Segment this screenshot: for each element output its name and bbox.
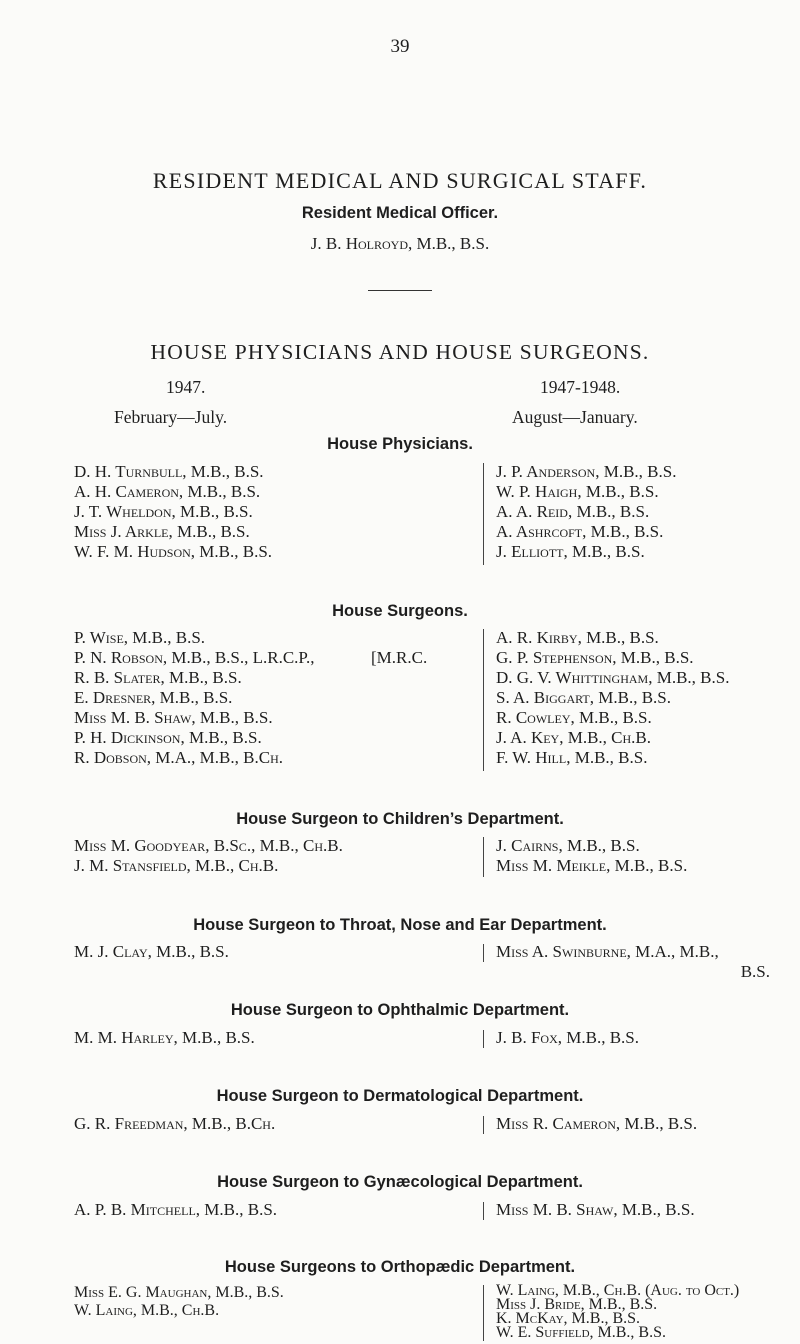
orthopaedic-right: [496, 1284, 739, 1340]
gynaecological-heading: House Surgeon to Gynæcological Department.: [217, 1173, 583, 1191]
house-physicians-right: [496, 462, 676, 562]
list-item: S. A. Biggart, M.B., B.S.: [496, 688, 671, 707]
ophthalmic-heading: House Surgeon to Ophthalmic Department.: [230, 1001, 570, 1019]
children-left: [74, 836, 343, 876]
list-item: D. G. V. Whittingham, M.B., B.S.: [496, 668, 730, 687]
column-divider: [483, 463, 484, 565]
column-divider: [483, 629, 484, 771]
house-surgeons-right: [496, 628, 729, 768]
list-item: W. P. Haigh, M.B., B.S.: [496, 482, 659, 501]
list-item: B.S.: [740, 962, 770, 981]
list-item: F. W. Hill, M.B., B.S.: [496, 748, 648, 767]
column-divider: [483, 1116, 484, 1134]
list-item: Miss A. Swinburne, M.A., M.B.,: [496, 942, 719, 961]
list-item: Miss J. Bride, M.B., B.S.: [496, 1296, 658, 1313]
list-item: D. H. Turnbull, M.B., B.S.: [74, 462, 264, 481]
column-divider: [483, 1030, 484, 1048]
list-item: J. T. Wheldon, M.B., B.S.: [74, 502, 253, 521]
children-right: [496, 836, 687, 876]
continuation-text: [M.R.C.: [371, 648, 428, 667]
list-item: Miss M. B. Shaw, M.B., B.S.: [74, 708, 273, 727]
list-item: Miss M. Meikle, M.B., B.S.: [496, 856, 688, 875]
list-item: J. P. Anderson, M.B., B.S.: [496, 462, 677, 481]
list-item: G. R. Freedman, M.B., B.Ch.: [74, 1114, 276, 1133]
list-item: K. McKay, M.B., B.S.: [496, 1310, 641, 1327]
dermatological-right: [496, 1114, 697, 1134]
list-item: J. B. Fox, M.B., B.S.: [496, 1028, 639, 1047]
list-item: A. P. B. Mitchell, M.B., B.S.: [74, 1200, 278, 1219]
list-item: R. Cowley, M.B., B.S.: [496, 708, 652, 727]
left-year: 1947.: [166, 377, 206, 397]
children-heading: House Surgeon to Children’s Department.: [236, 810, 564, 828]
right-period: August—January.: [512, 407, 638, 427]
section-divider: [368, 290, 432, 291]
list-item: W. Laing, M.B., Ch.B.: [74, 1302, 220, 1319]
rmo-name: J. B. Holroyd, M.B., B.S.: [310, 234, 490, 253]
house-physicians-left: [74, 462, 272, 562]
column-divider: [483, 944, 484, 962]
list-item: A. Ashrcoft, M.B., B.S.: [496, 522, 664, 541]
orthopaedic-heading: House Surgeons to Orthopædic Department.: [224, 1258, 576, 1276]
list-item: Miss R. Cameron, M.B., B.S.: [496, 1114, 698, 1133]
list-item: G. P. Stephenson, M.B., B.S.: [496, 648, 694, 667]
house-physicians-heading: House Physicians.: [327, 435, 473, 453]
list-item: W. F. M. Hudson, M.B., B.S.: [74, 542, 273, 561]
list-item: M. J. Clay, M.B., B.S.: [74, 942, 229, 961]
list-item: Miss M. B. Shaw, M.B., B.S.: [496, 1200, 695, 1219]
house-surgeons-heading: House Surgeons.: [332, 602, 468, 620]
list-item: P. N. Robson, M.B., B.S., L.R.C.P.,: [74, 648, 315, 667]
list-item: Miss J. Arkle, M.B., B.S.: [74, 522, 250, 541]
list-item: J. A. Key, M.B., Ch.B.: [496, 728, 652, 747]
column-divider: [483, 837, 484, 877]
list-item: E. Dresner, M.B., B.S.: [74, 688, 233, 707]
list-item: A. A. Reid, M.B., B.S.: [496, 502, 650, 521]
list-item: W. Laing, M.B., Ch.B. (Aug. to Oct.): [496, 1282, 740, 1299]
right-year: 1947-1948.: [540, 377, 621, 397]
list-item: J. Cairns, M.B., B.S.: [496, 836, 640, 855]
ent-left: [74, 942, 229, 962]
list-item: W. E. Suffield, M.B., B.S.: [496, 1324, 666, 1341]
list-item: A. R. Kirby, M.B., B.S.: [496, 628, 659, 647]
page-title: RESIDENT MEDICAL AND SURGICAL STAFF.: [152, 168, 648, 193]
orthopaedic-left: [74, 1284, 284, 1320]
ent-heading: House Surgeon to Throat, Nose and Ear Department.: [193, 916, 607, 934]
list-item: A. H. Cameron, M.B., B.S.: [74, 482, 261, 501]
list-item: P. H. Dickinson, M.B., B.S.: [74, 728, 262, 747]
house-surgeons-left: [74, 628, 315, 768]
ophthalmic-right: [496, 1028, 639, 1048]
list-item: J. M. Stansfield, M.B., Ch.B.: [74, 856, 279, 875]
list-item: R. Dobson, M.A., M.B., B.Ch.: [74, 748, 283, 767]
gynaecological-right: [496, 1200, 695, 1220]
column-divider: [483, 1202, 484, 1220]
page-number: 39: [390, 36, 410, 57]
hphs-heading: HOUSE PHYSICIANS AND HOUSE SURGEONS.: [150, 340, 650, 364]
list-item: J. Elliott, M.B., B.S.: [496, 542, 645, 561]
list-item: P. Wise, M.B., B.S.: [74, 628, 206, 647]
gynaecological-left: [74, 1200, 277, 1220]
list-item: Miss M. Goodyear, B.Sc., M.B., Ch.B.: [74, 836, 343, 855]
list-item: Miss E. G. Maughan, M.B., B.S.: [74, 1284, 284, 1301]
ent-right: [496, 942, 770, 982]
column-divider: [483, 1285, 484, 1341]
ophthalmic-left: [74, 1028, 255, 1048]
left-period: February—July.: [114, 407, 228, 427]
dermatological-heading: House Surgeon to Dermatological Department.: [216, 1087, 584, 1105]
dermatological-left: [74, 1114, 275, 1134]
rmo-heading: Resident Medical Officer.: [301, 204, 499, 222]
list-item: M. M. Harley, M.B., B.S.: [74, 1028, 255, 1047]
list-item: R. B. Slater, M.B., B.S.: [74, 668, 242, 687]
